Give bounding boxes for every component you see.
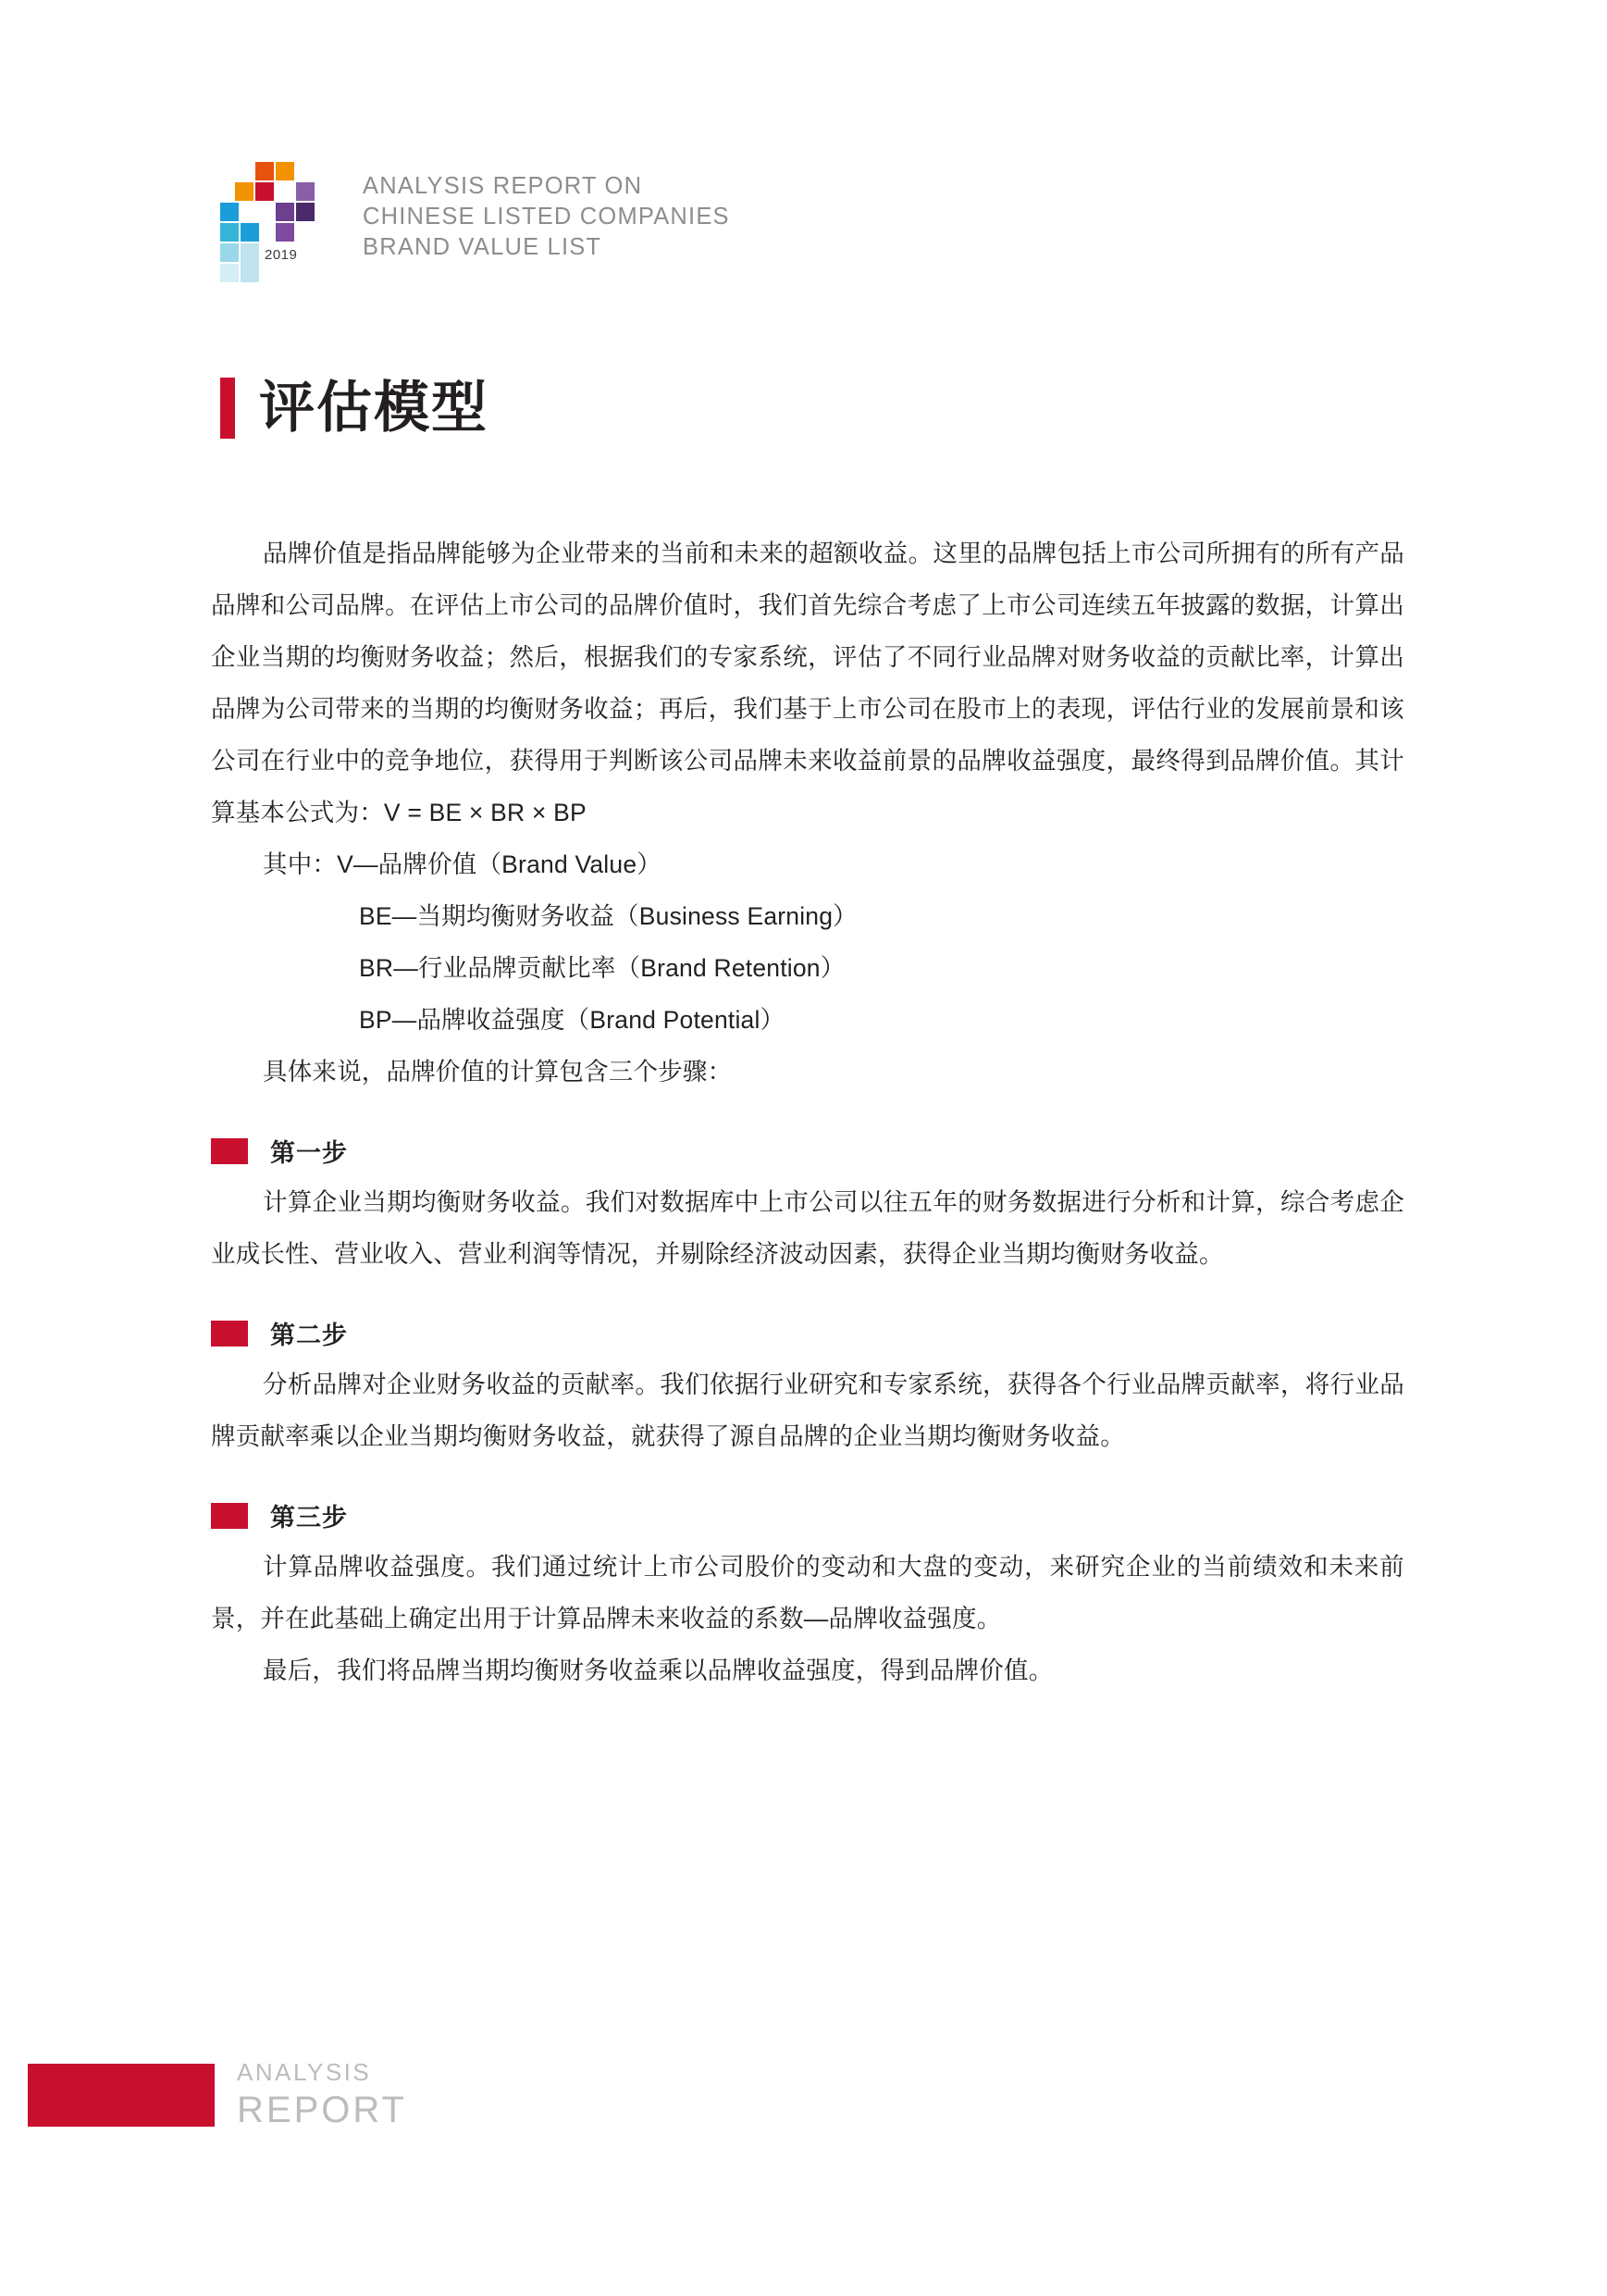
logo-tile bbox=[220, 223, 239, 242]
step-label-3: 第三步 bbox=[270, 1504, 348, 1532]
step-label-1: 第一步 bbox=[270, 1139, 348, 1167]
formula-line-4: BP—品牌收益强度（Brand Potential） bbox=[359, 1006, 785, 1034]
footer-text bbox=[237, 2056, 407, 2132]
logo-tile bbox=[276, 223, 294, 242]
step-heading-1 bbox=[211, 1133, 1404, 1169]
header-title-line-2: CHINESE LISTED COMPANIES bbox=[363, 204, 730, 230]
footer-accent-bar bbox=[28, 2064, 215, 2127]
document-body bbox=[211, 527, 1404, 1696]
closing-paragraph: 最后，我们将品牌当期均衡财务收益乘以品牌收益强度，得到品牌价值。 bbox=[263, 1657, 1054, 1684]
logo-tile bbox=[235, 182, 253, 201]
logo-tile bbox=[296, 203, 315, 221]
step-marker-icon bbox=[211, 1321, 248, 1347]
step-body-3: 计算品牌收益强度。我们通过统计上市公司股价的变动和大盘的变动，来研究企业的当前绩效和未来前景，并在此基础上确定出用于计算品牌未来收益的系数—品牌收益强度。 bbox=[211, 1553, 1404, 1632]
logo-tile bbox=[255, 182, 274, 201]
report-header bbox=[220, 162, 730, 279]
step-body-1: 计算企业当期均衡财务收益。我们对数据库中上市公司以往五年的财务数据进行分析和计算，综合考虑企业成长性、营业收入、营业利润等情况，并剔除经济波动因素，获得企业当期均衡财务收益。 bbox=[211, 1188, 1404, 1268]
formula-line-3: BR—行业品牌贡献比率（Brand Retention） bbox=[359, 954, 846, 982]
logo-tile bbox=[220, 203, 239, 221]
page-title-text: 评估模型 bbox=[259, 377, 488, 439]
formula-line-2: BE—当期均衡财务收益（Business Earning） bbox=[359, 902, 858, 930]
logo-tile bbox=[276, 162, 294, 180]
footer-line-1: ANALYSIS bbox=[237, 2058, 372, 2086]
title-accent-bar bbox=[220, 378, 235, 439]
page-title bbox=[220, 378, 488, 439]
brand-logo-icon bbox=[220, 162, 335, 279]
logo-tile bbox=[276, 203, 294, 221]
steps-lead-paragraph: 具体来说，品牌价值的计算包含三个步骤： bbox=[263, 1058, 733, 1086]
logo-tile bbox=[220, 264, 239, 282]
header-title-line-1: ANALYSIS REPORT ON bbox=[363, 173, 643, 199]
logo-tile bbox=[220, 243, 239, 262]
intro-paragraph: 品牌价值是指品牌能够为企业带来的当前和未来的超额收益。这里的品牌包括上市公司所拥有的所有产品品牌和公司品牌。在评估上市公司的品牌价值时，我们首先综合考虑了上市公司连续五年披露的数据，计算出企业当期的均衡财务收益；然后，根据我们的专家系统，评估了不同行业品牌对财务收益的贡献比率，计算出品牌为公司带来的当期的均衡财务收益；再后，我们基于上市公司在股市上的表现，评估行业的发展前景和该公司在行业中的竞争地位，获得用于判断该公司品牌未来收益前景的品牌收益强度，最终得到品牌价值。其计算基本公式为：V = BE × BR × BP bbox=[211, 540, 1404, 826]
step-heading-3 bbox=[211, 1497, 1404, 1533]
step-heading-2 bbox=[211, 1315, 1404, 1351]
formula-line-1: 其中：V—品牌价值（Brand Value） bbox=[263, 850, 661, 878]
step-label-2: 第二步 bbox=[270, 1322, 348, 1349]
report-header-title bbox=[363, 171, 730, 263]
footer-line-2: REPORT bbox=[237, 2090, 407, 2130]
logo-tile bbox=[241, 223, 259, 242]
header-title-line-3: BRAND VALUE LIST bbox=[363, 234, 602, 260]
step-body-2: 分析品牌对企业财务收益的贡献率。我们依据行业研究和专家系统，获得各个行业品牌贡献率，将行业品牌贡献率乘以企业当期均衡财务收益，就获得了源自品牌的企业当期均衡财务收益。 bbox=[211, 1371, 1404, 1450]
logo-tile bbox=[296, 182, 315, 201]
step-marker-icon bbox=[211, 1503, 248, 1529]
logo-tile bbox=[255, 162, 274, 180]
logo-year-label: 2019 bbox=[265, 247, 298, 263]
step-marker-icon bbox=[211, 1138, 248, 1164]
logo-tile bbox=[241, 243, 259, 282]
